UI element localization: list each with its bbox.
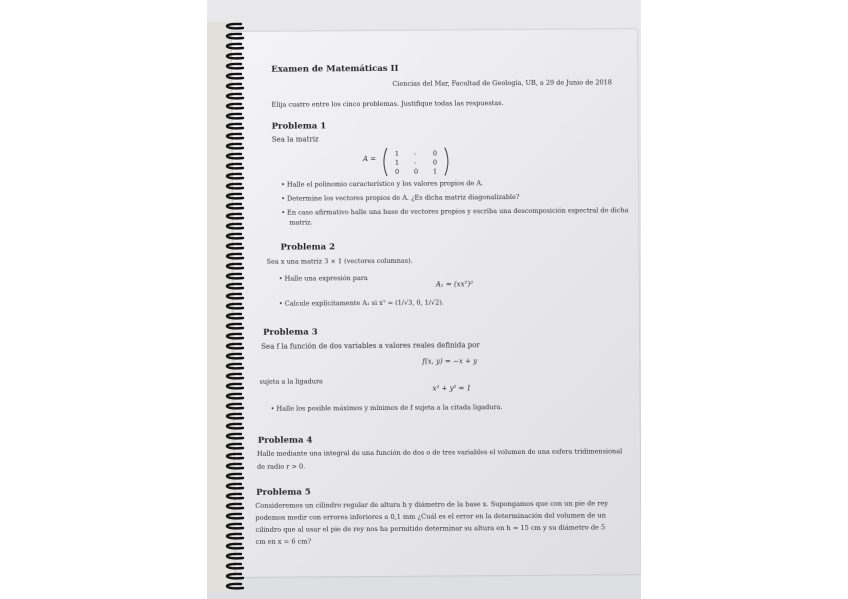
spiral-coil xyxy=(227,64,243,68)
spiral-coil xyxy=(227,224,243,228)
spiral-coil xyxy=(227,474,243,478)
problem-5-line-1: Consideremos un cilindro regular de altura h y diámetro de la base x. Supongamos que con un pie de rey xyxy=(255,499,609,510)
spiral-coil xyxy=(227,354,243,358)
spiral-coil xyxy=(227,134,243,138)
problem-5-line-3: cilindro que al usar el pie de rey nos ha permitido determinar su altura en h = 15 cm y su diámetro de 5 xyxy=(255,523,606,534)
matrix-cell: 1 xyxy=(394,149,400,158)
matrix-cell: - xyxy=(413,149,417,158)
matrix-cell: 0 xyxy=(413,167,419,176)
spiral-coil xyxy=(227,314,243,318)
spiral-coil xyxy=(227,384,243,388)
spiral-coil xyxy=(227,184,243,188)
spiral-coil xyxy=(227,434,243,438)
spiral-coil xyxy=(227,344,243,348)
problem-1-item-1: • Halle el polinomio característico y los valores propios de A. xyxy=(281,179,484,189)
spiral-coil xyxy=(227,424,243,428)
exam-title: Examen de Matemáticas II xyxy=(271,63,399,75)
problem-1-item-2: • Determine los vectores propios de A. ¿Es dicha matriz diagonalizable? xyxy=(281,192,520,203)
spiral-coil xyxy=(227,514,243,518)
spiral-coil xyxy=(227,204,243,208)
spiral-coil xyxy=(227,194,243,198)
exam-subtitle: Ciencias del Mar, Facultad de Geología, UB, a 29 de Junio de 2018 xyxy=(392,78,612,88)
problem-4-heading: Problema 4 xyxy=(257,435,313,446)
spiral-coil xyxy=(227,24,243,28)
spiral-coil xyxy=(227,534,243,538)
spiral-coil xyxy=(227,484,243,488)
spiral-coil xyxy=(227,444,243,448)
problem-1-intro: Sea la matriz xyxy=(271,135,319,144)
spiral-binding xyxy=(219,20,249,590)
problem-2-formula: A₁ = (xxᵀ)² xyxy=(435,280,474,289)
spiral-coil xyxy=(227,324,243,328)
spiral-coil xyxy=(227,334,243,338)
problem-2-item-2: • Calcule explícitamente A₁ si xᵀ = (1/√3, 0, 1/√2). xyxy=(278,298,444,308)
problem-3-formula: f(x, y) = −x + y xyxy=(422,357,478,366)
spiral-coil xyxy=(227,284,243,288)
spiral-coil xyxy=(227,144,243,148)
spiral-coil xyxy=(227,394,243,398)
spiral-coil xyxy=(227,454,243,458)
spiral-coil xyxy=(227,524,243,528)
matrix-cell: - xyxy=(413,158,417,167)
problem-3-constraint: x² + y² = 1 xyxy=(432,384,472,393)
spiral-coil xyxy=(227,464,243,468)
problem-1-matrix xyxy=(381,146,451,176)
spiral-coil xyxy=(227,214,243,218)
matrix-cell: 0 xyxy=(394,167,400,176)
problem-2-item-1: • Halle una expresión para xyxy=(278,274,368,283)
spiral-coil xyxy=(227,254,243,258)
spiral-coil xyxy=(227,94,243,98)
spiral-coil xyxy=(227,124,243,128)
problem-5-line-2: podemos medir con errores inferiores a 0,1 mm ¿Cuál es el error en la determinación del volumen de un xyxy=(255,511,606,522)
problem-1-item-3-cont: matriz. xyxy=(289,218,313,227)
spiral-coil xyxy=(227,564,243,568)
spiral-coil xyxy=(227,74,243,78)
problem-2-intro: Sea x una matriz 3 × 1 (vectores columnas). xyxy=(266,256,413,266)
spiral-coil xyxy=(227,414,243,418)
spiral-coil xyxy=(227,274,243,278)
spiral-coil xyxy=(227,54,243,58)
matrix-cell: 0 xyxy=(432,149,438,158)
matrix-cell: 0 xyxy=(432,158,438,167)
spiral-coil xyxy=(227,374,243,378)
problem-2-heading: Problema 2 xyxy=(280,242,336,253)
notebook-photo xyxy=(207,0,641,599)
spiral-coil xyxy=(227,544,243,548)
spiral-coil xyxy=(227,84,243,88)
spiral-coil xyxy=(227,574,243,578)
spiral-coil xyxy=(227,504,243,508)
spiral-coil xyxy=(227,234,243,238)
problem-1-matrix-label: A = xyxy=(362,154,377,164)
spiral-coil xyxy=(227,164,243,168)
spiral-coil xyxy=(227,554,243,558)
problem-3-heading: Problema 3 xyxy=(263,327,318,338)
spiral-coil xyxy=(227,154,243,158)
spiral-coil xyxy=(227,114,243,118)
spiral-coil xyxy=(227,584,243,588)
exam-page xyxy=(232,29,641,577)
problem-4-line-1: Halle mediante una integral de una función de dos o de tres variables el volumen de una esfera tridimensional xyxy=(256,447,623,458)
matrix-cell: 1 xyxy=(432,167,438,176)
problem-1-item-3: • En caso afirmativo halle una base de vectores propios y escriba una descomposición espectral de dicha xyxy=(281,206,629,217)
problem-5-line-4: cm en x = 6 cm? xyxy=(255,537,312,546)
spiral-coil xyxy=(227,174,243,178)
problem-1-heading: Problema 1 xyxy=(271,121,327,132)
spiral-coil xyxy=(227,244,243,248)
spiral-coil xyxy=(227,364,243,368)
problem-5-heading: Problema 5 xyxy=(256,487,311,498)
spiral-coil xyxy=(227,404,243,408)
spiral-coil xyxy=(227,104,243,108)
problem-4-line-2: de radio r > 0. xyxy=(257,462,306,471)
problem-3-item-1: • Halle los posible máximos y mínimos de f sujeta a la citada ligadura. xyxy=(270,403,503,413)
spiral-coil xyxy=(227,34,243,38)
spiral-coil xyxy=(227,494,243,498)
spiral-coil xyxy=(227,44,243,48)
spiral-coil xyxy=(227,304,243,308)
spiral-coil xyxy=(227,264,243,268)
exam-instructions: Elija cuatro entre los cinco problemas. Justifique todas las respuestas. xyxy=(271,99,504,109)
spiral-coil xyxy=(227,294,243,298)
matrix-cell: 1 xyxy=(394,158,400,167)
problem-3-constraint-intro: sujeta a la ligadura xyxy=(259,377,323,386)
problem-3-intro: Sea f la función de dos variables a valores reales definida por xyxy=(261,341,480,351)
